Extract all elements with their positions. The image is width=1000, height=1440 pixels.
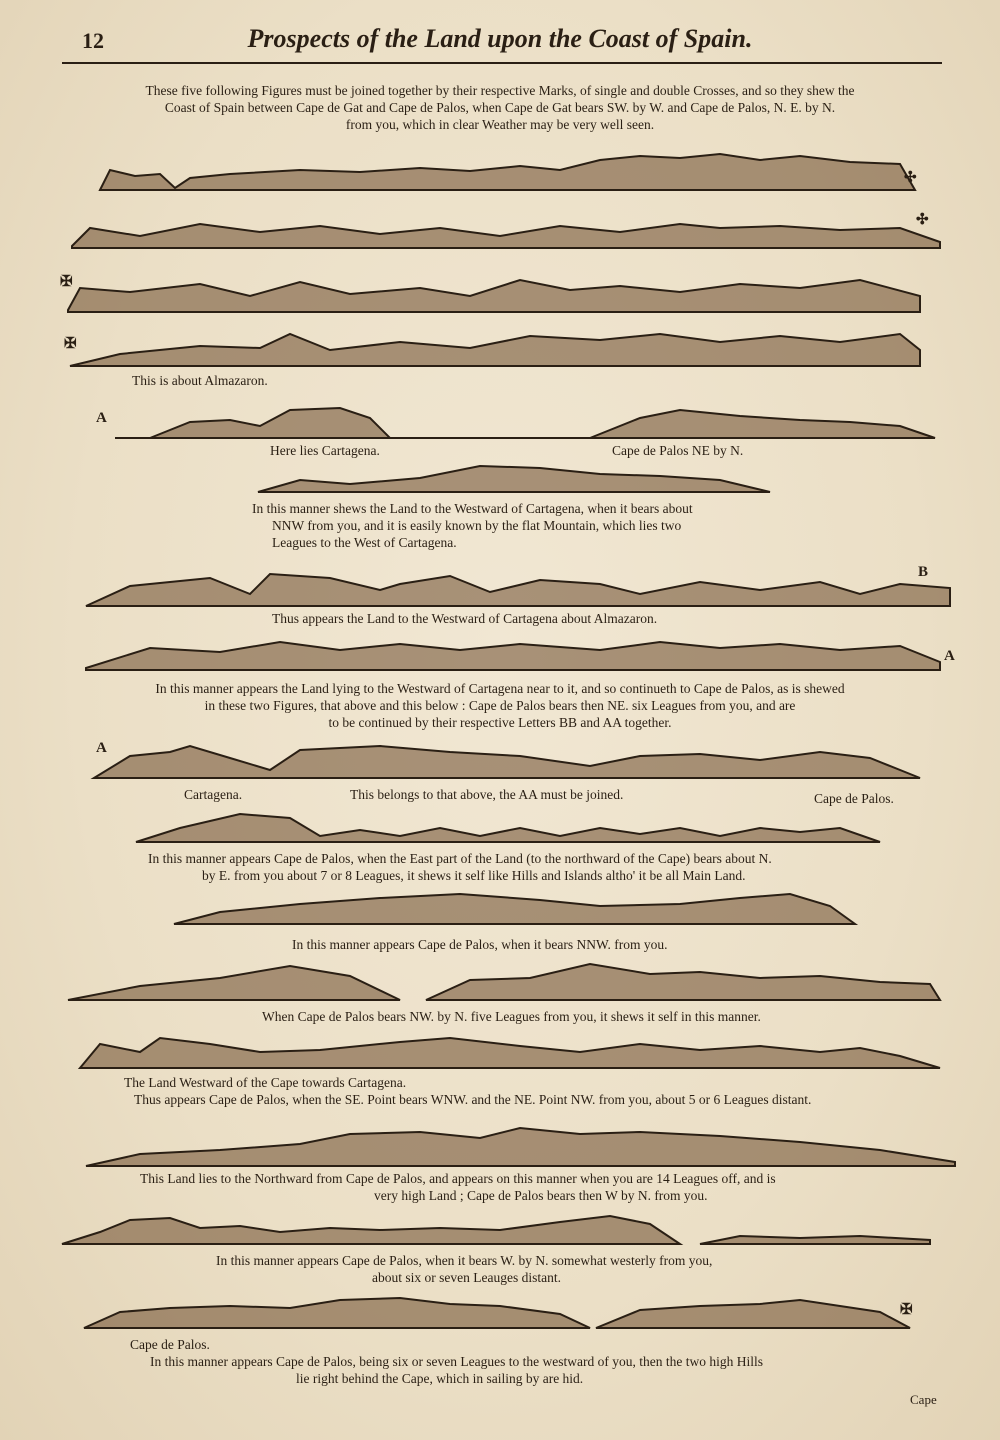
double-cross-mark: ✣ — [904, 170, 917, 186]
caption-cartagena-2: Cartagena. — [184, 787, 243, 802]
coastal-profile-9 — [0, 730, 1000, 790]
caption-se-point: Thus appears Cape de Palos, when the SE. Point bears WNW. and the NE. Point NW. from you, about 5 or 6 Leagues distant. — [134, 1092, 812, 1107]
caption-13-line-2: lie right behind the Cape, which in sailing by are hid. — [296, 1371, 584, 1386]
letter-b-mark: B — [918, 564, 929, 580]
caption-nw-by-n: When Cape de Palos bears NW. by N. five Leagues from you, it shews it self in this manner. — [262, 1009, 761, 1024]
intro-line-3: from you, which in clear Weather may be very well seen. — [345, 117, 655, 132]
caption-3-line-3: Leagues to the West of Cartagena. — [272, 535, 457, 550]
coastal-profile-2 — [0, 206, 1000, 266]
intro-line-1: These five following Figures must be joined together by their respective Marks, of single and double Crosses, and so they shew the — [145, 83, 855, 98]
letter-a-mark: A — [96, 410, 107, 426]
coastal-profile-11 — [0, 880, 1000, 940]
caption-almazaron-2: Thus appears the Land to the Westward of Cartagena about Almazaron. — [272, 611, 658, 626]
caption-11-line-2: very high Land ; Cape de Palos bears then W by N. from you. — [374, 1188, 708, 1203]
catchword: Cape — [910, 1392, 937, 1407]
caption-5-line-2: in these two Figures, that above and this below : Cape de Palos bears then NE. six Leagues from you, and are — [204, 698, 796, 713]
cross-mark-2: ✠ — [64, 336, 77, 352]
caption-12-line-1: In this manner appears Cape de Palos, when it bears W. by N. somewhat westerly from you, — [216, 1253, 713, 1268]
double-cross-mark-2: ✣ — [916, 212, 929, 228]
cross-mark: ✠ — [60, 274, 73, 290]
caption-7-line-2: by E. from you about 7 or 8 Leagues, it shews it self like Hills and Islands altho' it be all Main Land. — [202, 868, 746, 883]
caption-3-line-1: In this manner shews the Land to the Westward of Cartagena, when it bears about — [252, 501, 693, 516]
caption-13-line-1: In this manner appears Cape de Palos, being six or seven Leagues to the westward of you, then the two high Hills — [150, 1354, 763, 1369]
letter-a-mark-2: A — [944, 648, 955, 664]
caption-joined: This belongs to that above, the AA must be joined. — [350, 787, 624, 802]
coastal-profile-8 — [0, 628, 1000, 688]
caption-12-line-2: about six or seven Leauges distant. — [372, 1270, 561, 1285]
caption-cape-palos-2: Cape de Palos. — [814, 791, 894, 806]
caption-11-line-1: This Land lies to the Northward from Cape de Palos, and appears on this manner when you are 14 Leagues off, and is — [140, 1171, 776, 1186]
caption-cape-palos-3: Cape de Palos. — [130, 1337, 210, 1352]
caption-3-line-2: NNW from you, and it is easily known by the flat Mountain, which lies two — [272, 518, 682, 533]
page-number: 12 — [82, 28, 104, 53]
caption-cape-palos: Cape de Palos NE by N. — [612, 443, 744, 458]
caption-land-westward: The Land Westward of the Cape towards Cartagena. — [124, 1075, 407, 1090]
coastal-profile-14 — [0, 1118, 1000, 1178]
caption-7-line-1: In this manner appears Cape de Palos, when the East part of the Land (to the northward of the Cape) bears about N. — [148, 851, 772, 866]
coastal-profile-4 — [0, 320, 1000, 380]
caption-5-line-3: to be continued by their respective Letters BB and AA together. — [328, 715, 672, 730]
letter-a-mark-3: A — [96, 740, 107, 756]
cross-mark-3: ✠ — [900, 1302, 913, 1318]
coastal-profile-5 — [0, 396, 1000, 456]
intro-line-2: Coast of Spain between Cape de Gat and Cape de Palos, when Cape de Gat bears SW. by W. and Cape de Palos, N. E. by N. — [164, 100, 836, 115]
coastal-profile-1 — [0, 148, 1000, 208]
caption-cartagena: Here lies Cartagena. — [270, 443, 380, 458]
caption-5-line-1: In this manner appears the Land lying to the Westward of Cartagena near to it, and so continueth to Cape de Palos, as is shewed — [155, 681, 845, 696]
caption-almazaron: This is about Almazaron. — [132, 373, 268, 388]
header-rule — [62, 62, 942, 64]
coastal-profile-3 — [0, 266, 1000, 326]
coastal-profile-12 — [0, 954, 1000, 1014]
caption-nnw: In this manner appears Cape de Palos, when it bears NNW. from you. — [292, 937, 668, 952]
page-title: Prospects of the Land upon the Coast of Spain. — [247, 24, 753, 53]
